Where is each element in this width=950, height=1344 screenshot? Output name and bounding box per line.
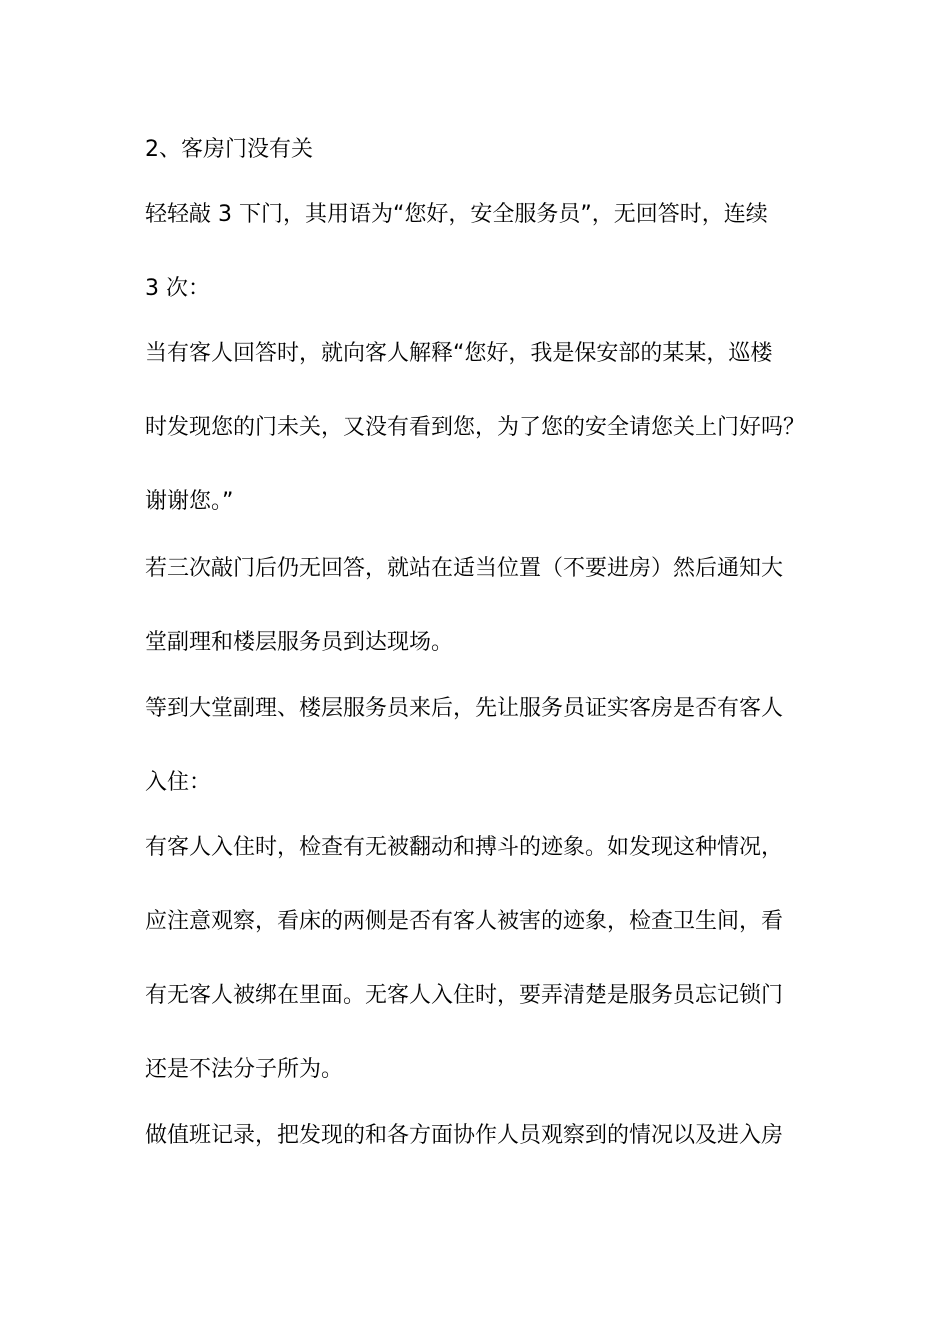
text-line: 堂副理和楼层服务员到达现场。 — [145, 630, 454, 655]
text-line: 若三次敲门后仍无回答，就站在适当位置（不要进房）然后通知大 — [145, 556, 784, 581]
text-line: 还是不法分子所为。 — [145, 1057, 344, 1082]
text-line: 有无客人被绑在里面。无客人入住时，要弄清楚是服务员忘记锁门 — [145, 983, 784, 1008]
text-line: 有客人入住时，检查有无被翻动和搏斗的迹象。如发现这种情况， — [145, 835, 784, 860]
section-heading: 2、客房门没有关 — [145, 137, 313, 162]
text-line: 等到大堂副理、楼层服务员来后，先让服务员证实客房是否有客人 — [145, 696, 784, 721]
text-line: 入住： — [145, 770, 212, 795]
text-line: 当有客人回答时，就向客人解释“您好，我是保安部的某某，巡楼 — [145, 341, 773, 366]
text-line: 时发现您的门未关，又没有看到您，为了您的安全请您关上门好吗？ — [145, 415, 806, 440]
text-line: 做值班记录，把发现的和各方面协作人员观察到的情况以及进入房 — [145, 1123, 784, 1148]
text-line: 3 次： — [145, 276, 210, 301]
text-line: 轻轻敲 3 下门，其用语为“您好，安全服务员”，无回答时，连续 — [145, 202, 768, 227]
text-line: 谢谢您。” — [145, 489, 234, 514]
text-line: 应注意观察，看床的两侧是否有客人被害的迹象，检查卫生间，看 — [145, 909, 784, 934]
